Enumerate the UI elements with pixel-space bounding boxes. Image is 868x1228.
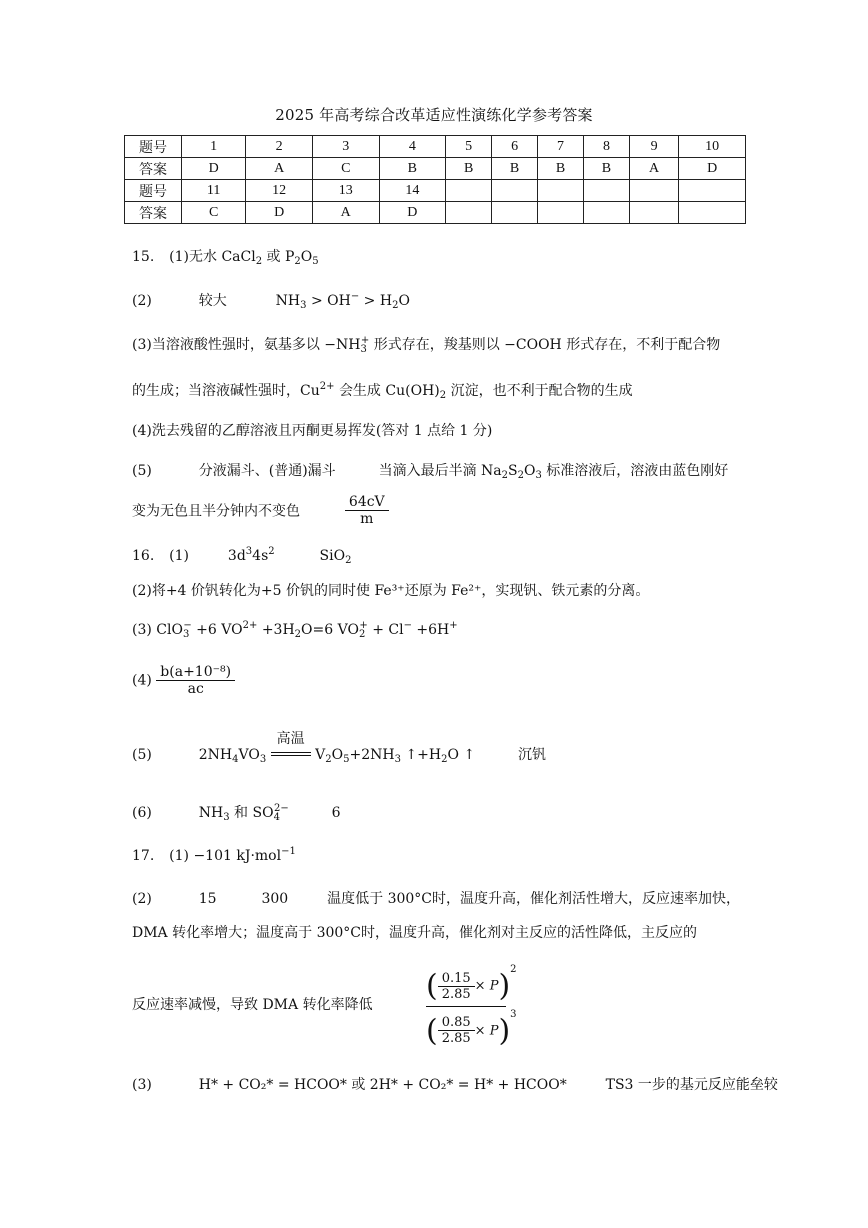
table-row-header: 题号 (125, 180, 182, 202)
q15-text: > OH (310, 293, 351, 309)
q17-text: 温度低于 300°C时，温度升高，催化剂活性增大，反应速率加快， (327, 891, 741, 907)
q15-text: (OH) (405, 383, 440, 399)
table-cell (538, 202, 584, 224)
answer-table (124, 135, 746, 224)
q17-text: TS3 一步的基元反应能垒较 (605, 1077, 778, 1093)
table-cell: 3 (312, 136, 379, 158)
table-cell: B (583, 158, 629, 180)
q16-text: +3H (261, 622, 295, 638)
q17-text: 或 2H* + CO₂* = H* + HCOO* (351, 1077, 567, 1093)
table-cell: B (492, 158, 538, 180)
table-cell (446, 180, 492, 202)
q16-label: (5) (132, 747, 152, 763)
q17-line-1: 17. (1) −101 kJ·mol$^{-1}$ (132, 846, 296, 864)
table-cell: 12 (246, 180, 313, 202)
table-cell: 10 (679, 136, 746, 158)
q17-label: 17. (132, 848, 155, 864)
q16-label: (6) (132, 805, 152, 821)
q17-line-3: DMA 转化率增大；温度高于 300°C时，温度升高，催化剂对主反应的活性降低，主反应的 (132, 925, 698, 941)
table-cell: 14 (379, 180, 446, 202)
q16-text: (3) ClO (132, 622, 183, 638)
table-cell (583, 180, 629, 202)
table-cell: D (182, 158, 246, 180)
q16-line-6: (6) $NH_3$ 和 $SO_4^{2-}$ 6 (132, 803, 341, 823)
table-cell: A (312, 202, 379, 224)
q15-text: 沉淀，也不利于配合物的生成 (450, 383, 633, 399)
q15-text: > H (363, 293, 393, 309)
q16-text: NH (198, 805, 224, 821)
table-cell: 2 (246, 136, 313, 158)
kp-expression (426, 964, 517, 1048)
q15-line-5: (4)洗去残留的乙醇溶液且丙酮更易挥发(答对 1 点给 1 分) (132, 423, 493, 439)
q15-text: O (398, 293, 410, 309)
fraction-numerator: b(a+10⁻⁸) (156, 664, 235, 681)
table-cell: 9 (629, 136, 678, 158)
q15-text: 较大 (198, 293, 227, 309)
q16-fraction (156, 664, 235, 697)
table-row-header: 答案 (125, 202, 182, 224)
table-cell: 5 (446, 136, 492, 158)
times-p: × P (474, 978, 499, 994)
q15-line-1: 15. (1)无水 CaCl$_2$ 或 $P_2O_5$ (132, 249, 319, 267)
table-cell: A (246, 158, 313, 180)
q15-line-6: (5) 分液漏斗、(普通)漏斗 当滴入最后半滴 $Na_2S_2O_3$ 标准溶液后，溶液由蓝色刚好 (132, 463, 729, 481)
fraction-denominator: 2.85 (441, 1031, 471, 1046)
q15-text: 或 P (266, 249, 295, 265)
q17-text: H* + CO₂* = HCOO* (198, 1077, 347, 1093)
table-cell: B (446, 158, 492, 180)
q16-label: 16. (132, 548, 155, 564)
table-row-header: 题号 (125, 136, 182, 158)
table-row-header: 答案 (125, 158, 182, 180)
fraction-numerator: 0.15 (438, 971, 475, 987)
q15-text: NH (275, 293, 301, 309)
table-cell: 7 (538, 136, 584, 158)
equals-arrow (271, 752, 311, 756)
q17-label: (3) (132, 1077, 152, 1093)
page-title: 2025 年高考综合改革适应性演练化学参考答案 (275, 106, 593, 124)
table-cell: C (182, 202, 246, 224)
table-cell: D (246, 202, 313, 224)
table-cell: 8 (583, 136, 629, 158)
q16-text: VO (238, 747, 260, 763)
q15-text: 分液漏斗、(普通)漏斗 (198, 463, 336, 479)
q16-text: O=6 VO (301, 622, 359, 638)
q16-text: O (331, 747, 344, 763)
q15-line-4: 的生成；当溶液碱性强时，$Cu^{2+}$ 会生成 $Cu(OH)_2$ 沉淀，也不利于配合物的生成 (132, 381, 633, 401)
table-cell: D (379, 202, 446, 224)
table-cell: B (538, 158, 584, 180)
table-cell (679, 202, 746, 224)
q16-text: +6 VO (196, 622, 243, 638)
q15-text: 的生成；当溶液碱性强时，Cu (132, 383, 320, 399)
table-cell (679, 180, 746, 202)
q17-text: 300 (261, 891, 289, 907)
table-cell: 6 (492, 136, 538, 158)
q15-text: 形式存在，羧基则以 −COOH 形式存在，不利于配合物 (373, 337, 721, 353)
q16-text: +2NH (349, 747, 395, 763)
q16-text: 3d (227, 548, 246, 564)
q16-line-4 (132, 664, 235, 697)
table-cell: 1 (182, 136, 246, 158)
condition-label: 高温 (276, 731, 305, 747)
table-cell (492, 202, 538, 224)
q16-text: +6H (416, 622, 450, 638)
q17-text: (1) −101 kJ·mol (169, 848, 282, 864)
q16-text: 沉钒 (518, 747, 547, 763)
table-cell (446, 202, 492, 224)
q17-label: (2) (132, 891, 152, 907)
table-cell (583, 202, 629, 224)
exponent: 2 (510, 964, 517, 975)
q17-text: 反应速率减慢，导致 DMA 转化率降低 (132, 997, 373, 1013)
kp-numerator: ( $\frac{0.15}{2.85}$ × P)$^2$ (426, 964, 506, 1007)
q15-line-2: (2) 较大 $NH_3 > OH^- > H_2O$ (132, 291, 410, 311)
q16-line-3: (3) ClO$_3$− +6 $VO^{2+} +3H_2O=6$ $VO_2^+ + Cl^- +6H^+$ (132, 620, 458, 640)
q16-text: 6 (331, 805, 341, 821)
times-p: × P (474, 1023, 499, 1038)
q15-line-3: (3)当溶液酸性强时，氨基多以 $-NH_3^+$ 形式存在，羧基则以 −COOH 形式存在，不利于配合物 (132, 335, 721, 355)
q16-text: O ↑ (447, 747, 476, 763)
q17-line-2 (132, 888, 740, 908)
q16-line-1: 16. (1) $3d^34s^2$ SiO$_2$ (132, 546, 352, 566)
q16-text: (4) (132, 672, 152, 689)
q15-label: (2) (132, 293, 152, 309)
table-row (125, 136, 746, 158)
q15-line-7 (132, 494, 389, 527)
q16-line-2: (2)将+4 价钒转化为+5 价钒的同时使 Fe³⁺还原为 Fe²⁺，实现钒、铁元素的分离。 (132, 583, 650, 599)
q17-line-5 (132, 1074, 778, 1094)
q16-text: (1) (169, 548, 190, 564)
q15-text: (3)当溶液酸性强时，氨基多以 −NH (132, 337, 361, 353)
q16-text: SiO (319, 548, 346, 564)
q16-text: + Cl (372, 622, 404, 638)
q16-text: 和 SO (234, 805, 274, 821)
table-cell (629, 180, 678, 202)
fraction-denominator: m (360, 511, 374, 527)
q15-text: 会生成 Cu (338, 383, 406, 399)
table-cell: 4 (379, 136, 446, 158)
q15-text: 标准溶液后，溶液由蓝色刚好 (546, 463, 729, 479)
fraction-denominator: 2.85 (441, 986, 471, 1002)
table-cell: A (629, 158, 678, 180)
q16-text: 4s (252, 548, 269, 564)
q16-text: ↑+H (405, 747, 442, 763)
table-row (125, 202, 746, 224)
fraction-denominator: ac (187, 681, 204, 697)
q15-fraction (345, 494, 389, 527)
table-row (125, 180, 746, 202)
reaction-condition (271, 731, 311, 763)
table-cell: C (312, 158, 379, 180)
kp-denominator: ( $\frac{0.85}{2.85}$ × P)$^3$ (426, 1008, 517, 1048)
q15-text: (1)无水 CaCl (169, 249, 256, 265)
table-cell (538, 180, 584, 202)
fraction-numerator: 64cV (345, 494, 389, 511)
table-cell (492, 180, 538, 202)
q15-text: 变为无色且半分钟内不变色 (132, 503, 300, 520)
table-cell (629, 202, 678, 224)
q15-text: 当滴入最后半滴 Na (378, 463, 502, 479)
exponent: 3 (510, 1008, 517, 1020)
table-cell: 11 (182, 180, 246, 202)
q15-label: 15. (132, 249, 155, 265)
fraction-numerator: 0.85 (438, 1015, 475, 1031)
q17-text: 15 (198, 891, 217, 907)
q16-text: 2NH (198, 747, 233, 763)
q15-label: (5) (132, 463, 152, 479)
table-cell: B (379, 158, 446, 180)
q16-line-5: (5) $2NH_4VO_3$ 高温 $V_2O_5+2NH_3$ $↑+H_2O$ ↑ 沉钒 (132, 744, 546, 765)
table-cell: 13 (312, 180, 379, 202)
table-row (125, 158, 746, 180)
table-cell: D (679, 158, 746, 180)
q16-text: V (315, 747, 326, 763)
